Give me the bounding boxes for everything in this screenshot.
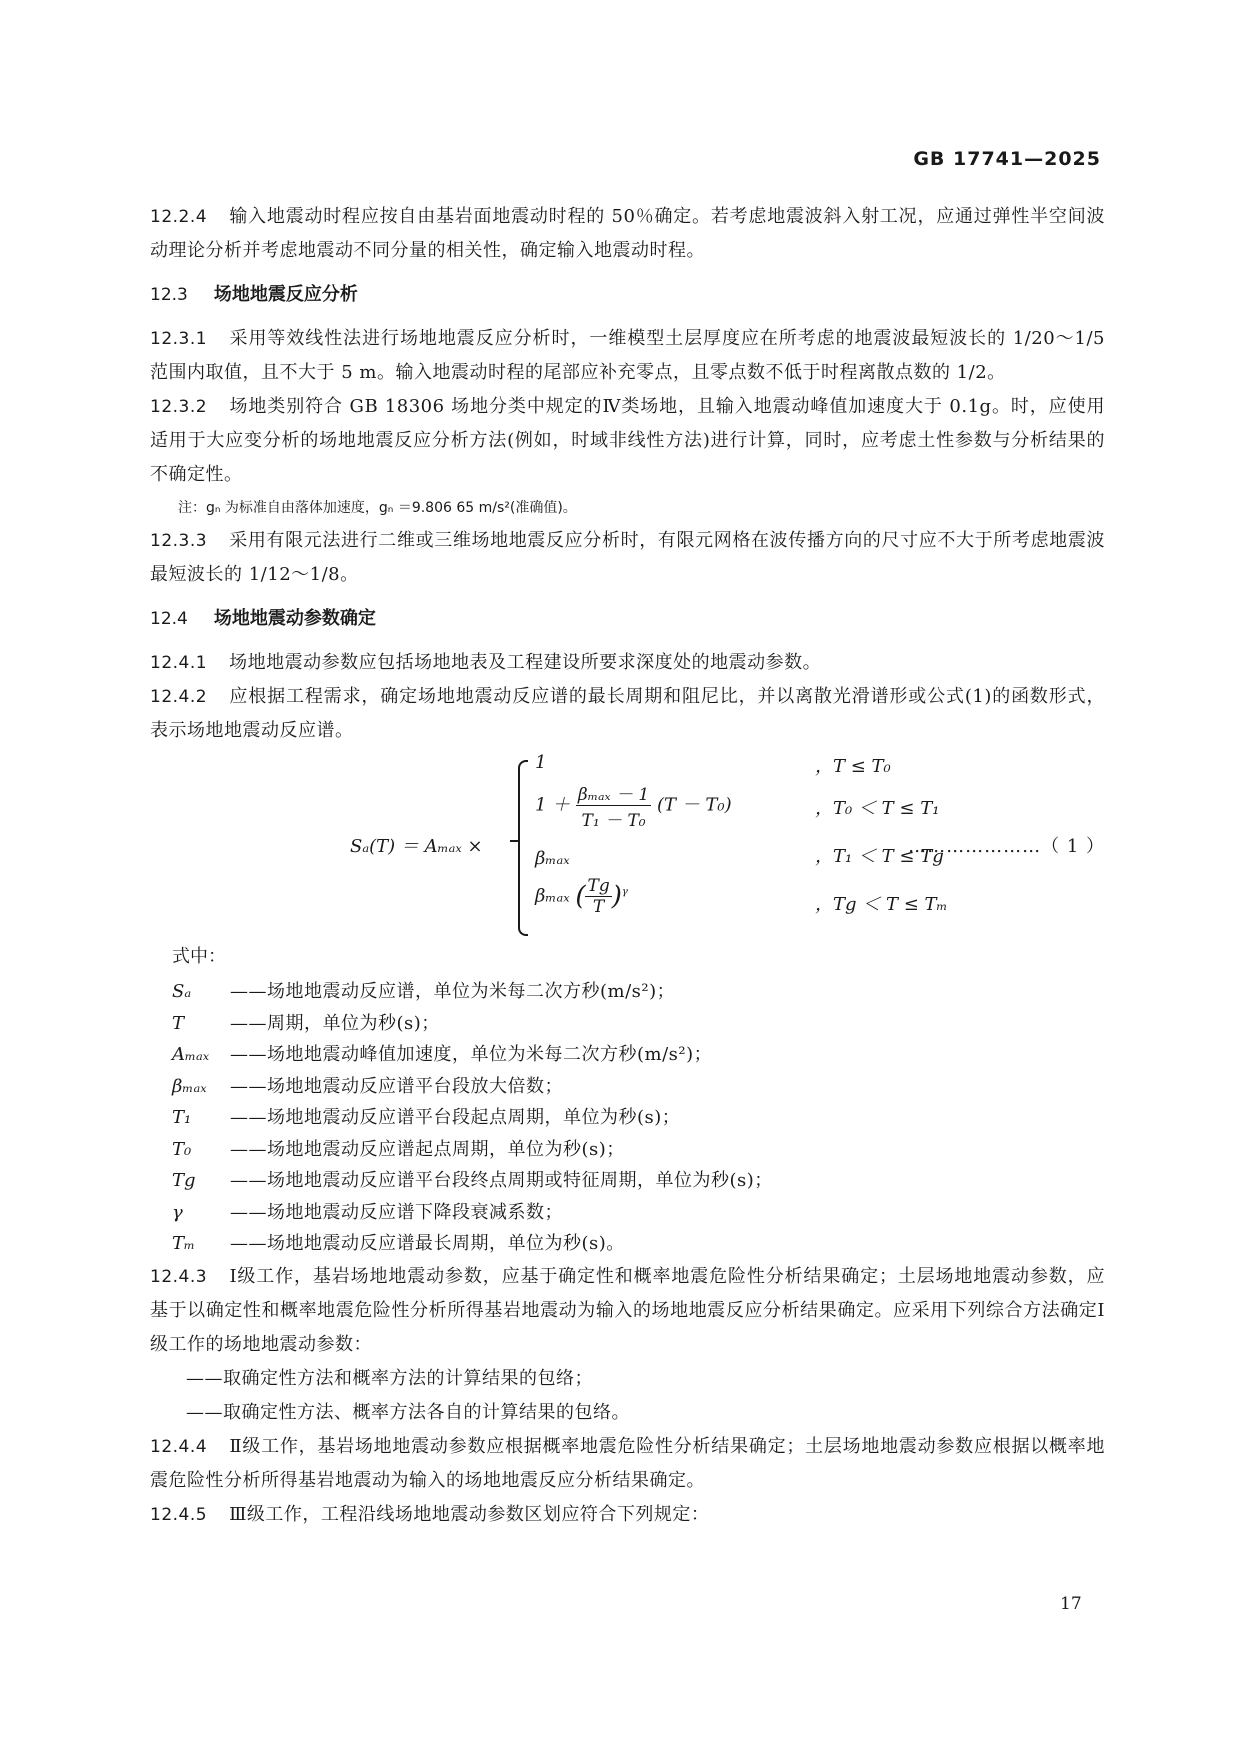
symbol-row: [150, 1165, 1105, 1197]
page-number: 17: [1060, 1594, 1082, 1614]
formula-lhs: Sₐ(T) ＝ Aₘₐₓ ×: [350, 836, 483, 857]
note: 注：gₙ 为标准自由落体加速度，gₙ ＝9.806 65 m/s²(准确值)。: [178, 500, 577, 516]
clause-12-4-2: [150, 680, 1105, 748]
case-2-prefix: 1 ＋: [535, 794, 571, 816]
clause-number: 12.4.3: [150, 1266, 208, 1287]
clause-number: 12.4.1: [150, 653, 208, 673]
case-4-fraction: [585, 876, 611, 917]
clause-12-2-4: [150, 200, 1105, 268]
symbol-description: ——场地地震动反应谱平台段放大倍数；: [230, 1075, 563, 1097]
symbol-description: ——场地地震动反应谱最长周期，单位为秒(s)。: [230, 1233, 625, 1254]
section-title: 场地地震反应分析: [213, 284, 358, 305]
case-1-condition: ，T ≤ T₀: [815, 756, 891, 777]
standard-code: GB 17741—2025: [913, 148, 1101, 170]
symbol: T₀: [172, 1138, 192, 1160]
list-item: ——取确定性方法和概率方法的计算结果的包络；: [186, 1367, 593, 1389]
clause-text: Ⅱ级工作，基岩场地地震动参数应根据概率地震危险性分析结果确定；土层场地地震动参数应根据以概率地震危险性分析所得基岩地震动为输入的场地地震反应分析结果确定。: [150, 1435, 1105, 1491]
symbol: γ: [172, 1201, 183, 1223]
list-item: ——取确定性方法、概率方法各自的计算结果的包络。: [186, 1401, 630, 1423]
case-4-expression: [535, 876, 628, 917]
fraction-denominator: T₁ － T₀: [581, 811, 646, 831]
clause-12-4-5: [150, 1498, 1105, 1532]
symbol: Tₘ: [172, 1233, 196, 1254]
symbol-row: [150, 1039, 1105, 1071]
section-heading-12-4: [150, 602, 1105, 636]
clause-number: 12.4.2: [150, 687, 208, 707]
section-title: 场地地震动参数确定: [213, 608, 376, 629]
formula-1: [150, 752, 1105, 940]
where-label: 式中：: [172, 946, 226, 967]
clause-number: 12.4.5: [150, 1504, 208, 1525]
symbol-description: ——场地地震动反应谱起点周期，单位为秒(s)；: [230, 1138, 625, 1160]
right-paren: ): [611, 881, 622, 912]
symbol-description: ——场地地震动反应谱平台段终点周期或特征周期，单位为秒(s)；: [230, 1170, 773, 1191]
clause-number: 12.3.1: [150, 329, 208, 349]
symbol-row: [150, 1008, 1105, 1040]
clause-text: Ⅰ级工作，基岩场地地震动参数，应基于确定性和概率地震危险性分析结果确定；土层场地地震动参数，应基于以确定性和概率地震危险性分析所得基岩地震动为输入的场地地震反应分析结果确定。应采用下列综合方法确定Ⅰ级工作的场地地震动参数：: [150, 1265, 1105, 1355]
symbol-description: ——场地地震动反应谱下降段衰减系数；: [230, 1201, 563, 1223]
section-heading-12-3: [150, 278, 1105, 312]
fraction-numerator: Tg: [587, 876, 610, 896]
section-number: 12.3: [150, 285, 188, 305]
clause-text: 场地地震动参数应包括场地地表及工程建设所要求深度处的地震动参数。: [229, 652, 822, 673]
formula-number: …………………（ 1 ）: [908, 836, 1105, 857]
symbol-description: ——周期，单位为秒(s)；: [230, 1012, 440, 1034]
clause-12-3-1: [150, 322, 1105, 390]
case-4-condition: ，Tg ＜ T ≤ Tₘ: [815, 894, 948, 915]
symbol-row: [150, 1228, 1105, 1260]
symbol-row: [150, 1134, 1105, 1166]
case-2-suffix: (T － T₀): [656, 794, 732, 816]
symbol-row: [150, 1197, 1105, 1229]
clause-12-4-1: [150, 646, 1105, 680]
case-4-prefix: βₘₐₓ: [535, 885, 570, 907]
left-paren: (: [575, 881, 586, 912]
symbol: Aₘₐₓ: [172, 1044, 210, 1065]
case-3-expression: βₘₐₓ: [535, 848, 570, 869]
symbol-list: [150, 976, 1105, 1260]
clause-12-3-3: [150, 524, 1105, 592]
symbol-description: ——场地地震动反应谱，单位为米每二次方秒(m/s²)；: [230, 981, 676, 1002]
clause-text: 采用等效线性法进行场地地震反应分析时，一维模型土层厚度应在所考虑的地震波最短波长的 1/20～1/5 范围内取值，且不大于 5 m。输入地震动时程的尾部应补充零点，且零点数不低于时程离散点数的 1/2。: [150, 328, 1105, 383]
clause-text: 输入地震动时程应按自由基岩面地震动时程的 50％确定。若考虑地震波斜入射工况，应通过弹性半空间波动理论分析并考虑地震动不同分量的相关性，确定输入地震动时程。: [150, 206, 1105, 261]
case-3-condition: ，T₁ ＜ T ≤ Tg: [815, 846, 944, 867]
symbol-row: [150, 1102, 1105, 1134]
case-2-expression: [535, 780, 732, 831]
clause-text: 采用有限元法进行二维或三维场地地震反应分析时，有限元网格在波传播方向的尺寸应不大于所考虑地震波最短波长的 1/12～1/8。: [150, 530, 1105, 585]
clause-12-4-4: [150, 1430, 1105, 1498]
brace-tip: [510, 840, 520, 842]
exponent: γ: [621, 886, 628, 898]
clause-text: 场地类别符合 GB 18306 场地分类中规定的Ⅳ类场地，且输入地震动峰值加速度大于 0.1g。时，应使用适用于大应变分析的场地地震反应分析方法(例如，时域非线性方法)进行计算，同时，应考虑土性参数与分析结果的不确定性。: [150, 396, 1105, 485]
symbol: Tg: [172, 1170, 196, 1191]
clause-number: 12.2.4: [150, 207, 208, 227]
clause-number: 12.3.3: [150, 531, 208, 551]
clause-number: 12.3.2: [150, 397, 208, 417]
section-number: 12.4: [150, 609, 188, 629]
case-2-condition: ，T₀ ＜ T ≤ T₁: [815, 798, 940, 819]
clause-text: 应根据工程需求，确定场地地震动反应谱的最长周期和阻尼比，并以离散光滑谱形或公式(1)的函数形式，表示场地地震动反应谱。: [150, 686, 1105, 741]
case-1-expression: 1: [535, 752, 547, 773]
symbol-row: [150, 976, 1105, 1008]
symbol-description: ——场地地震动峰值加速度，单位为米每二次方秒(m/s²)；: [230, 1044, 713, 1065]
symbol: T₁: [172, 1107, 192, 1128]
symbol-description: ——场地地震动反应谱平台段起点周期，单位为秒(s)；: [230, 1107, 681, 1128]
clause-12-4-3: [150, 1260, 1105, 1362]
symbol: Sₐ: [172, 981, 192, 1002]
page-content: [150, 200, 1105, 1532]
case-2-fraction: [576, 780, 651, 831]
clause-number: 12.4.4: [150, 1436, 208, 1457]
symbol: βₘₐₓ: [172, 1075, 207, 1097]
brace: [518, 760, 528, 936]
fraction-numerator: βₘₐₓ － 1: [576, 780, 651, 806]
clause-text: Ⅲ级工作，工程沿线场地地震动参数区划应符合下列规定：: [229, 1503, 710, 1525]
symbol-row: [150, 1071, 1105, 1103]
symbol: T: [172, 1012, 185, 1034]
fraction-denominator: T: [592, 897, 605, 917]
clause-12-3-2: [150, 390, 1105, 492]
